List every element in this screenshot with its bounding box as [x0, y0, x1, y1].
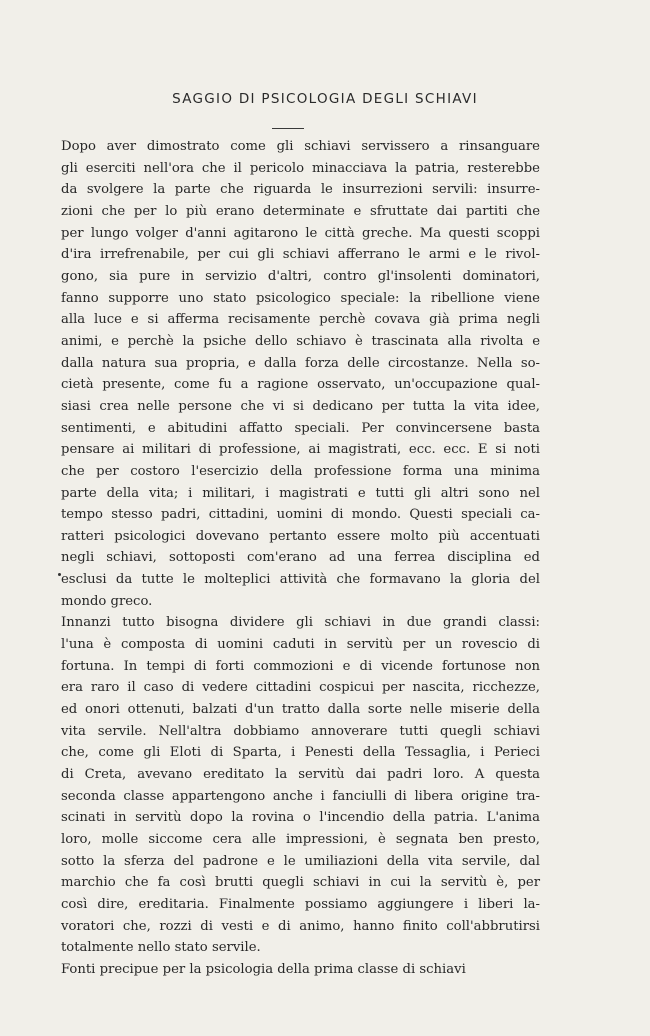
text-line: cietà presente, come fu a ragione osservato, un'occupazione qual-	[61, 377, 540, 393]
text-line: pensare ai militari di professione, ai magistrati, ecc. ecc. E si noti	[61, 442, 540, 458]
text-line: Dopo aver dimostrato come gli schiavi servissero a rinsanguare	[61, 139, 540, 154]
text-line: ratteri psicologici dovevano pertanto essere molto più accentuati	[61, 528, 540, 544]
text-line: di Creta, avevano ereditato la servitù dai padri loro. A questa	[61, 767, 540, 783]
text-line: seconda classe appartengono anche i fanciulli di libera origine tra-	[61, 788, 540, 804]
text-line: Fonti precipue per la psicologia della prima classe di schiavi	[61, 961, 466, 977]
text-line: l'una è composta di uomini caduti in servitù per un rovescio di	[61, 637, 540, 653]
text-line: d'ira irrefrenabile, per cui gli schiavi afferrano le armi e le rivol-	[61, 247, 540, 263]
text-line: fanno supporre uno stato psicologico speciale: la ribellione viene	[61, 290, 540, 306]
text-line: parte della vita; i militari, i magistrati e tutti gli altri sono nel	[61, 485, 540, 501]
text-line: alla luce e si afferma recisamente perchè covava già prima negli	[61, 312, 540, 328]
paragraph	[61, 959, 540, 981]
text-line: marchio che fa così brutti quegli schiavi in cui la servitù è, per	[61, 875, 540, 891]
text-line: esclusi da tutte le molteplici attività che formavano la gloria del	[61, 572, 540, 588]
text-line: fortuna. In tempi di forti commozioni e di vicende fortunose non	[61, 658, 540, 674]
text-line: mondo greco.	[61, 593, 153, 609]
text-line: ed onori ottenuti, balzati d'un tratto dalla sorte nelle miserie della	[61, 702, 540, 718]
header-rule	[272, 128, 304, 129]
text-line: Innanzi tutto bisogna dividere gli schiavi in due grandi classi:	[61, 615, 540, 631]
text-line: per lungo volger d'anni agitarono le città greche. Ma questi scoppi	[61, 225, 540, 241]
text-line: era raro il caso di vedere cittadini cospicui per nascita, ricchezze,	[61, 680, 540, 696]
body-text	[61, 136, 540, 981]
text-line: che per costoro l'esercizio della professione forma una minima	[61, 463, 540, 479]
text-line: gli eserciti nell'ora che il pericolo minacciava la patria, resterebbe	[61, 160, 540, 176]
text-line: voratori che, rozzi di vesti e di animo, hanno finito coll'abbrutirsi	[61, 918, 540, 934]
text-line: totalmente nello stato servile.	[61, 940, 261, 956]
running-header: SAGGIO DI PSICOLOGIA DEGLI SCHIAVI	[172, 91, 478, 107]
text-line: animi, e perchè la psiche dello schiavo è trascinata alla rivolta e	[61, 333, 540, 349]
text-line: dalla natura sua propria, e dalla forza delle circostanze. Nella so-	[61, 355, 540, 371]
text-line: gono, sia pure in servizio d'altri, contro gl'insolenti dominatori,	[61, 268, 540, 284]
text-line: da svolgere la parte che riguarda le insurrezioni servili: insurre-	[61, 182, 540, 198]
text-line: che, come gli Eloti di Sparta, i Penesti della Tessaglia, i Perieci	[61, 745, 540, 761]
text-line: tempo stesso padri, cittadini, uomini di mondo. Questi speciali ca-	[61, 507, 540, 523]
text-line: scinati in servitù dopo la rovina o l'incendio della patria. L'anima	[61, 810, 540, 826]
text-line: vita servile. Nell'altra dobbiamo annoverare tutti quegli schiavi	[61, 723, 540, 739]
paragraph	[61, 136, 540, 612]
paragraph	[61, 612, 540, 959]
text-line: sotto la sferza del padrone e le umiliazioni della vita servile, dal	[61, 853, 540, 869]
text-line: negli schiavi, sottoposti com'erano ad una ferrea disciplina ed	[61, 550, 540, 566]
text-line: sentimenti, e abitudini affatto speciali. Per convincersene basta	[61, 420, 540, 436]
text-line: siasi crea nelle persone che vi si dedicano per tutta la vita idee,	[61, 398, 540, 414]
text-line: zioni che per lo più erano determinate e sfruttate dai partiti che	[61, 203, 540, 219]
text-line: loro, molle siccome cera alle impressioni, è segnata ben presto,	[61, 832, 540, 847]
text-line: così dire, ereditaria. Finalmente possiamo aggiungere i liberi la-	[61, 896, 540, 912]
